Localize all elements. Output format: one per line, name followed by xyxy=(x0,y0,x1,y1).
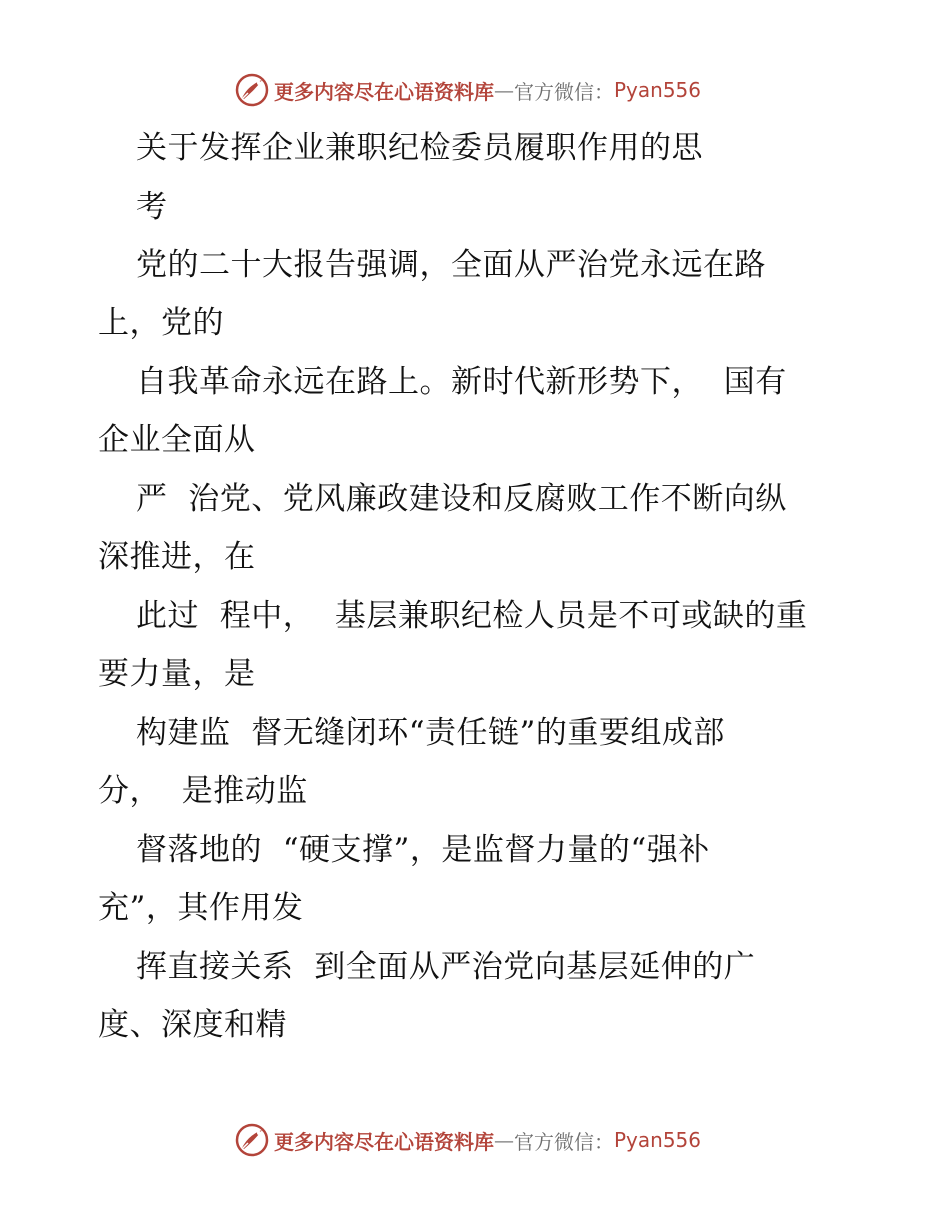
watermark-label: 官方微信： xyxy=(514,1129,614,1154)
footer-watermark xyxy=(234,1122,701,1158)
paragraph-line: 自我革命永远在路上。新时代新形势下， 国有 xyxy=(136,364,787,400)
watermark-brand: 更多内容尽在心语资料库 xyxy=(274,1129,494,1154)
watermark-separator: — xyxy=(494,78,514,102)
paragraph-line: 督落地的 “硬支撑”，是监督力量的“强补 xyxy=(136,832,710,868)
watermark-brand: 更多内容尽在心语资料库 xyxy=(274,79,494,104)
document-title-line-2: 考 xyxy=(136,189,168,225)
paragraph-line: 企业全面从 xyxy=(98,422,256,458)
quill-pen-logo-icon xyxy=(234,1122,270,1158)
paragraph-line: 挥直接关系 到全面从严治党向基层延伸的广 xyxy=(136,949,756,985)
paragraph-line: 要力量，是 xyxy=(98,656,256,692)
paragraph-line: 党的二十大报告强调，全面从严治党永远在路 xyxy=(136,247,766,283)
paragraph-line: 此过 程中， 基层兼职纪检人员是不可或缺的重 xyxy=(136,598,808,634)
paragraph-line: 深推进，在 xyxy=(98,539,256,575)
header-watermark xyxy=(234,72,701,108)
paragraph-line: 上，党的 xyxy=(98,305,224,341)
paragraph-line: 严 治党、党风廉政建设和反腐败工作不断向纵 xyxy=(136,481,787,517)
watermark-account: Pyan556 xyxy=(614,1128,702,1152)
document-title-line-1: 关于发挥企业兼职纪检委员履职作用的思 xyxy=(136,130,703,166)
watermark-account: Pyan556 xyxy=(614,78,702,102)
paragraph-line: 构建监 督无缝闭环“责任链”的重要组成部 xyxy=(136,715,725,751)
quill-pen-logo-icon xyxy=(234,72,270,108)
paragraph-line: 充”，其作用发 xyxy=(98,890,304,926)
paragraph-line: 度、深度和精 xyxy=(98,1007,287,1043)
watermark-label: 官方微信： xyxy=(514,79,614,104)
watermark-separator: — xyxy=(494,1128,514,1152)
paragraph-line: 分， 是推动监 xyxy=(98,773,308,809)
